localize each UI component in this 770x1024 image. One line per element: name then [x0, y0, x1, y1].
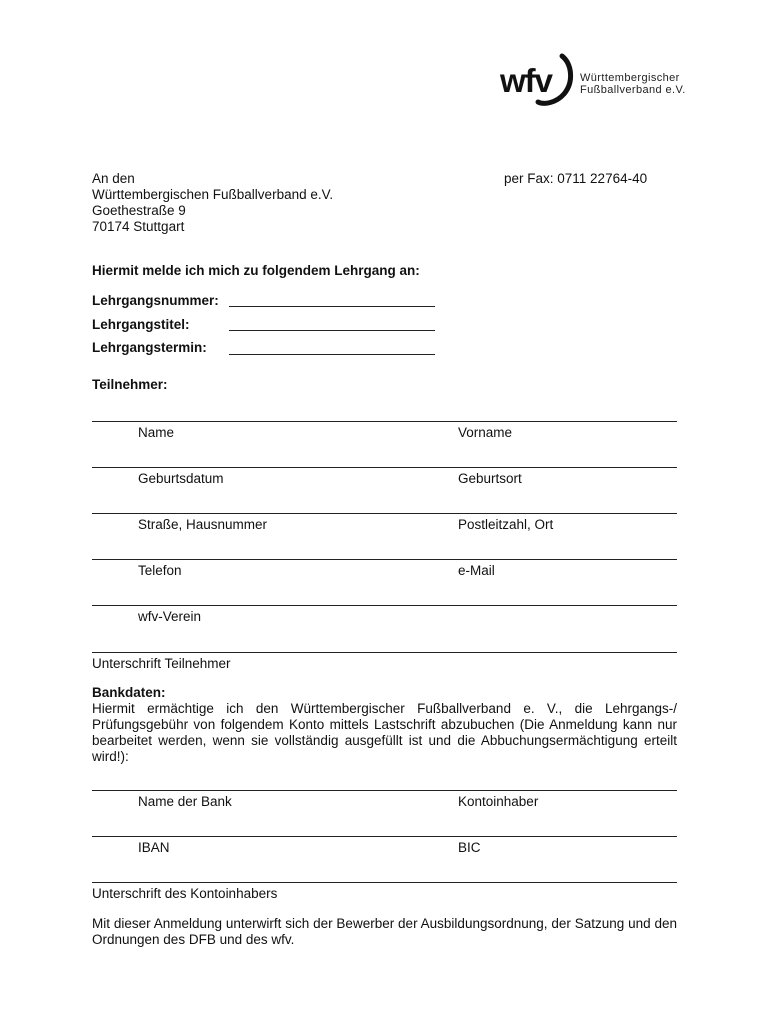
birth-field-line[interactable]: [92, 467, 677, 468]
course-number-field[interactable]: [229, 306, 435, 307]
registration-heading: Hiermit melde ich mich zu folgendem Lehrgang an:: [92, 263, 420, 278]
wfv-logo-mark: [498, 50, 578, 110]
email-label: e-Mail: [458, 563, 495, 578]
club-label: wfv-Verein: [138, 609, 202, 624]
logo-name-line1: Württembergischer: [580, 72, 680, 84]
wfv-logo: [498, 50, 698, 110]
phone-label: Telefon: [138, 563, 182, 578]
logo-name-line2: Fußballverband e.V.: [580, 84, 686, 96]
fax-number: per Fax: 0711 22764-40: [504, 171, 648, 186]
phone-field-line[interactable]: [92, 559, 677, 560]
address-line-2: Württembergischen Fußballverband e.V.: [92, 187, 334, 202]
bank-authorization-text: Hiermit ermächtige ich den Württembergischer Fußballverband e. V., die Lehrgangs-/ Prüfungsgebühr von folgendem Konto mittels Lastschrift abzubuchen (Die Anmeldung kann nur bearbeitet werden, wenn sie vollständig ausgefüllt ist und die Abbuchungsermächtigung erteilt wird!):: [92, 701, 677, 764]
course-date-field[interactable]: [229, 354, 435, 355]
account-holder-signature-label: Unterschrift des Kontoinhabers: [92, 886, 278, 901]
account-holder-signature-line[interactable]: [92, 882, 677, 883]
course-number-label: Lehrgangsnummer:: [92, 293, 219, 308]
street-field-line[interactable]: [92, 513, 677, 514]
participant-heading: Teilnehmer:: [92, 377, 168, 392]
course-date-label: Lehrgangstermin:: [92, 340, 207, 355]
bank-heading: Bankdaten:: [92, 685, 166, 700]
bic-label: BIC: [458, 840, 481, 855]
iban-field-line[interactable]: [92, 836, 677, 837]
course-title-label: Lehrgangstitel:: [92, 317, 190, 332]
birth-date-label: Geburtsdatum: [138, 471, 224, 486]
address-line-3: Goethestraße 9: [92, 203, 186, 218]
participant-signature-line[interactable]: [92, 652, 677, 653]
name-label: Name: [138, 425, 175, 440]
street-label: Straße, Hausnummer: [138, 517, 268, 532]
postal-city-label: Postleitzahl, Ort: [458, 517, 554, 532]
terms-text: Mit dieser Anmeldung unterwirft sich der Bewerber der Ausbildungsordnung, der Satzung und den Ordnungen des DFB und des wfv.: [92, 916, 677, 947]
iban-label: IBAN: [138, 840, 170, 855]
first-name-label: Vorname: [458, 425, 513, 440]
account-holder-label: Kontoinhaber: [458, 794, 539, 809]
bank-name-label: Name der Bank: [138, 794, 232, 809]
club-field-line[interactable]: [92, 605, 677, 606]
address-line-4: 70174 Stuttgart: [92, 219, 185, 234]
address-line-1: An den: [92, 171, 135, 186]
birth-place-label: Geburtsort: [458, 471, 522, 486]
name-field-line[interactable]: [92, 421, 677, 422]
participant-signature-label: Unterschrift Teilnehmer: [92, 656, 231, 671]
bank-name-field-line[interactable]: [92, 790, 677, 791]
svg-text:wfv: wfv: [500, 62, 553, 99]
course-title-field[interactable]: [229, 330, 435, 331]
